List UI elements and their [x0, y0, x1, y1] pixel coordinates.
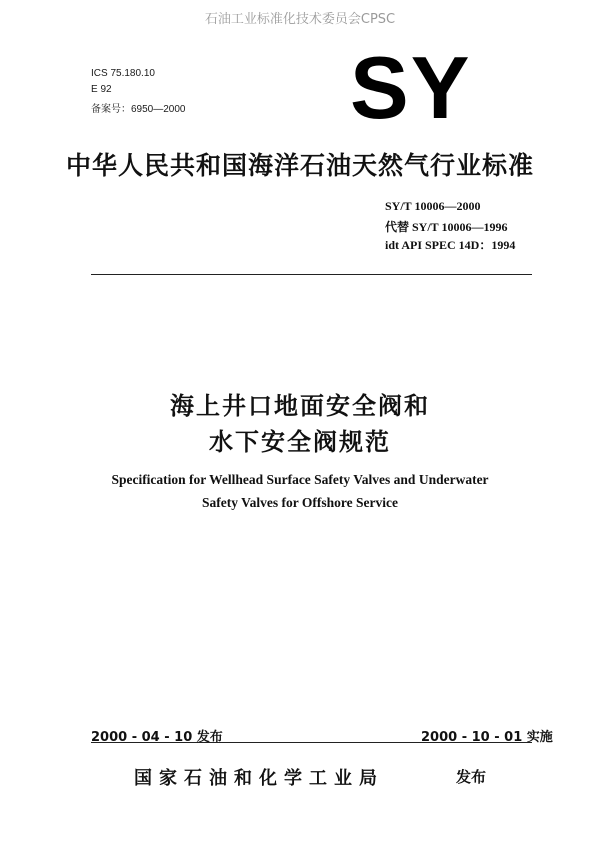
title-cn-line2: 水下安全阀规范	[209, 428, 391, 456]
title-cn-line1: 海上井口地面安全阀和	[170, 392, 430, 420]
ics-code: ICS 75.180.10	[91, 68, 155, 79]
title-en-line1: Specification for Wellhead Surface Safety Valves and Underwater	[111, 472, 489, 487]
idt-code: idt API SPEC 14D：1994	[385, 238, 516, 252]
publisher-label: 发布	[456, 768, 487, 786]
sy-logo: SY	[350, 38, 472, 137]
watermark-text: 石油工业标准化技术委员会CPSC	[204, 12, 396, 27]
implementation-date: 2000 - 10 - 01 实施	[421, 730, 553, 745]
footer-divider	[91, 742, 532, 743]
standard-code: SY/T 10006—2000	[385, 199, 481, 213]
publisher-name: 国家石油和化学工业局	[134, 768, 384, 789]
classification-code: E 92	[91, 84, 112, 95]
record-number: 备案号：6950—2000	[91, 104, 186, 115]
standard-category-title: 中华人民共和国海洋石油天然气行业标准	[65, 151, 534, 180]
title-en-line2: Safety Valves for Offshore Service	[202, 495, 398, 510]
issue-date: 2000 - 04 - 10 发布	[91, 730, 223, 745]
replaces-code: 代替 SY/T 10006—1996	[385, 220, 508, 234]
header-divider	[91, 274, 532, 275]
